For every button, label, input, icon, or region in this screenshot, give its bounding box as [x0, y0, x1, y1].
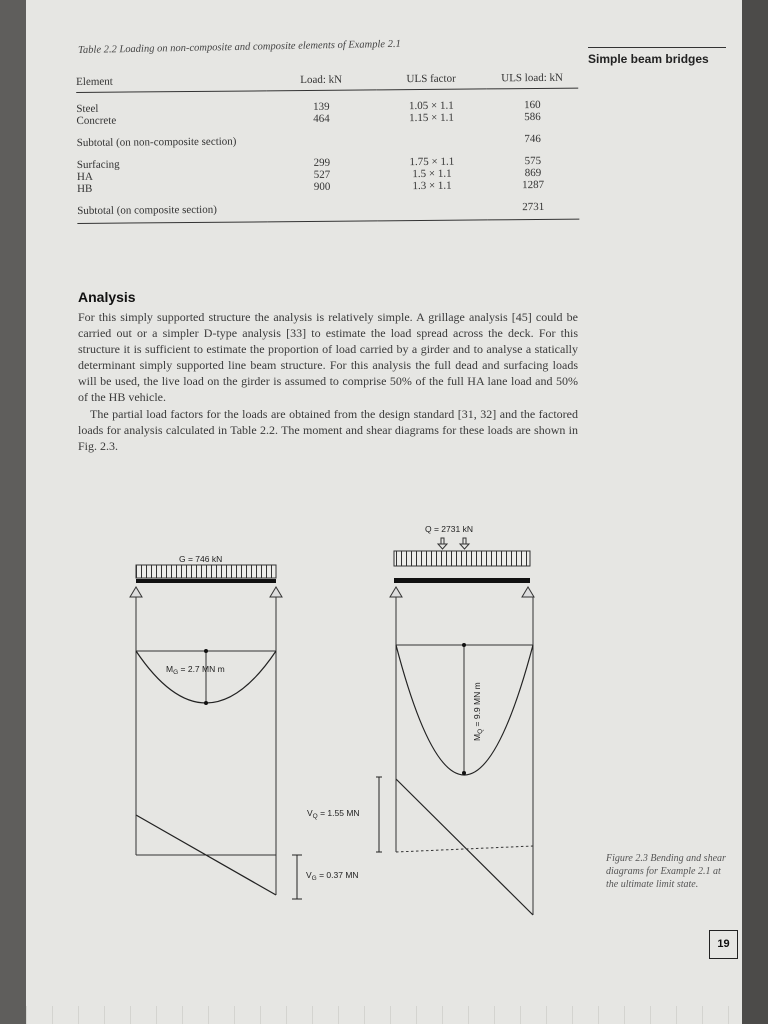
table-cell: 299 [313, 156, 331, 169]
moment-label [472, 682, 484, 741]
table-cell: 869 [524, 166, 542, 180]
paragraph: The partial load factors for the loads are obtained from the design standard [31, 32] and the factored loads for analysis calculated in Table 2.2. The moment and shear diagrams for these loads are shown in Fig. 2.3. [78, 406, 578, 453]
table-cell [377, 201, 487, 220]
shear-subscript: G [311, 875, 317, 882]
shear-symbol: V [307, 808, 313, 818]
table-cell: 586 [524, 110, 541, 124]
table-cell: 900 [313, 180, 331, 193]
support-right [522, 587, 534, 597]
shear-subscript: Q [312, 813, 318, 820]
table-cell [267, 134, 377, 147]
table-cell: HA [76, 170, 93, 183]
table-cell: Steel [76, 102, 99, 115]
moment-label [166, 664, 225, 676]
table-cell: 1.5 × 1.1 [412, 167, 452, 181]
column-header: Element [76, 64, 266, 92]
table-cell: Surfacing [76, 158, 120, 171]
table-cell: 527 [313, 168, 331, 181]
table-cell [267, 202, 377, 221]
point-load-arrow [460, 538, 469, 549]
live-load-label: Q = 2731 kN [425, 524, 473, 534]
beam [136, 579, 276, 583]
section-heading: Analysis [78, 289, 136, 305]
point-load-arrow [438, 538, 447, 549]
table-cell: 464 [313, 112, 330, 125]
body-text [78, 309, 578, 454]
shear-label [307, 808, 360, 820]
dead-load-label: G = 746 kN [179, 554, 223, 564]
shear-dimension-g [292, 855, 359, 899]
shear-label [306, 870, 359, 882]
beam [394, 578, 530, 583]
table-cell: 139 [313, 100, 330, 113]
table-cell: Concrete [76, 114, 117, 127]
moment-dot [462, 771, 466, 775]
loading-table [76, 62, 579, 224]
table-cell: HB [77, 182, 93, 195]
moment-value: = 9.9 MN m [472, 682, 482, 729]
dead-load-diagram [130, 554, 282, 895]
table-caption: Table 2.2 Loading on non-composite and composite elements of Example 2.1 [78, 38, 401, 56]
table-cell: 575 [524, 154, 542, 168]
table-cell: Subtotal (on composite section) [77, 203, 267, 223]
shear-value: = 0.37 MN [316, 870, 359, 880]
shear-symbol: V [306, 870, 312, 880]
moment-subscript: G [173, 669, 179, 676]
udl-block [394, 551, 530, 566]
moment-symbol: M [472, 733, 482, 741]
page-number: 19 [709, 930, 738, 959]
table-row [77, 201, 579, 224]
book-page [26, 0, 742, 1024]
support-left [130, 587, 142, 597]
running-head-rule [588, 47, 726, 48]
table-cell: 1.15 × 1.1 [409, 111, 454, 125]
table-cell: 160 [524, 98, 541, 112]
udl-block [136, 565, 276, 578]
table-cell: Subtotal (on non-composite section) [76, 135, 237, 149]
column-header: ULS factor [376, 62, 486, 89]
paragraph: For this simply supported structure the analysis is relatively simple. A grillage analysis [45] could be carried out or a simpler D-type analysis [33] to estimate the load spread across the deck. For this structure it is sufficient to estimate the proportion of load carried by a girder and to analyse a statically determinant simply supported line beam structure. For this analysis the full dead and surfacing loads will be used, the live load on the girder is assumed to comprise 50% of the full HA lane load and 50% of the HB vehicle. [78, 310, 578, 405]
moment-subscript: Q [477, 728, 484, 734]
table-cell: 1287 [522, 178, 545, 192]
moment-dot [204, 649, 208, 653]
moment-dot [462, 643, 466, 647]
moment-value: = 2.7 MN m [178, 664, 225, 674]
table-cell: 1.05 × 1.1 [408, 99, 454, 113]
column-header: Load: kN [266, 63, 376, 90]
table-cell [377, 133, 487, 146]
table-cell: 746 [524, 132, 541, 146]
bending-shear-diagram [114, 515, 554, 925]
moment-symbol: M [166, 664, 174, 674]
table-cell: 2731 [487, 201, 579, 220]
shear-dimension-q [307, 777, 382, 852]
table-cell: 1.75 × 1.1 [409, 155, 455, 169]
live-load-diagram [390, 524, 534, 915]
page-edge-shadow [742, 0, 768, 1024]
table-cell: 1.3 × 1.1 [412, 179, 452, 193]
loading-table-wrap [76, 62, 579, 224]
shear-value: = 1.55 MN [317, 808, 360, 818]
column-header: ULS load: kN [486, 62, 578, 89]
support-left [390, 587, 402, 597]
figure-caption: Figure 2.3 Bending and shear diagrams for Example 2.1 at the ultimate limit state. [606, 853, 726, 890]
running-head: Simple beam bridges [588, 52, 709, 66]
moment-dot [204, 701, 208, 705]
support-right [270, 587, 282, 597]
